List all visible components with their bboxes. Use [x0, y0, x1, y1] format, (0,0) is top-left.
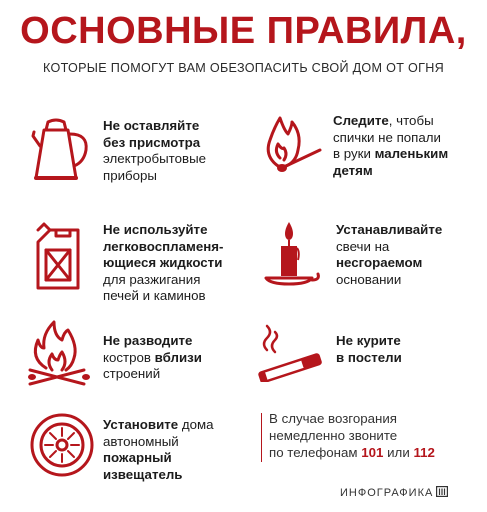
- rule-line: ющиеся жидкости: [103, 255, 223, 270]
- rule-line: Не используйте: [103, 222, 208, 237]
- smoke-detector-icon: [29, 412, 95, 478]
- rule-line: для разжигания: [103, 271, 201, 287]
- jerrycan-icon: [28, 222, 90, 294]
- rule-line: приборы: [103, 167, 157, 183]
- footer-label: ИНФОГРАФИКА: [340, 487, 434, 499]
- rule-line: в руки маленьким: [333, 146, 449, 161]
- rule-line: Не курите: [336, 333, 401, 348]
- rule-line: свечи на: [336, 238, 390, 254]
- rule-text-matches: [333, 113, 448, 179]
- rule-line: костров вблизи: [103, 349, 202, 365]
- page-title: ОСНОВНЫЕ ПРАВИЛА,: [20, 10, 467, 52]
- rule-line: извещатель: [103, 466, 183, 482]
- emergency-call-note: [261, 410, 471, 461]
- candle-icon: [262, 218, 324, 290]
- rule-line: несгораемом: [336, 255, 423, 270]
- rule-text-smoking: [336, 333, 402, 366]
- call-conjunction: или: [383, 445, 414, 460]
- rule-line: Следите, чтобы: [333, 113, 434, 128]
- call-line-2: немедленно звоните: [269, 428, 398, 443]
- rule-line: спички не попали: [333, 129, 441, 145]
- kettle-icon: [30, 116, 92, 184]
- rule-text-flammables: [103, 222, 223, 305]
- rule-line: в постели: [336, 349, 402, 365]
- rule-line: без присмотра: [103, 134, 201, 150]
- rule-text-bonfire: [103, 333, 202, 383]
- phone-number-112: 112: [413, 445, 435, 460]
- rule-line: пожарный: [103, 450, 172, 465]
- rule-line: Не разводите: [103, 333, 193, 348]
- rule-line: детям: [333, 162, 373, 178]
- cigarette-icon: [257, 322, 323, 382]
- call-line-3: [269, 444, 471, 461]
- rule-line: Установите дома: [103, 417, 214, 432]
- rule-line: Устанавливайте: [336, 222, 443, 237]
- rule-line: строений: [103, 366, 161, 381]
- accent-divider: [261, 413, 262, 462]
- rule-line: основании: [336, 271, 402, 287]
- page-subtitle: КОТОРЫЕ ПОМОГУТ ВАМ ОБЕЗОПАСИТЬ СВОЙ ДОМ ОТ ОГНЯ: [42, 61, 445, 75]
- rule-text-candles: [336, 222, 442, 288]
- call-prefix: по телефонам: [269, 445, 362, 460]
- rule-text-appliances: [103, 118, 206, 184]
- rule-line: печей и каминов: [103, 288, 206, 303]
- rule-line: электробытовые: [103, 151, 207, 166]
- call-line-1: В случае возгорания: [269, 411, 398, 426]
- campfire-icon: [24, 318, 94, 390]
- match-flame-icon: [262, 112, 324, 182]
- rule-text-detector: [103, 417, 214, 483]
- rule-line: легковоспламеня-: [103, 238, 224, 254]
- phone-number-101: 101: [361, 445, 384, 460]
- rule-line: Не оставляйте: [103, 118, 200, 133]
- publisher-logo-icon: [436, 486, 448, 497]
- footer-credit: [340, 486, 448, 499]
- rule-line: автономный: [103, 433, 179, 449]
